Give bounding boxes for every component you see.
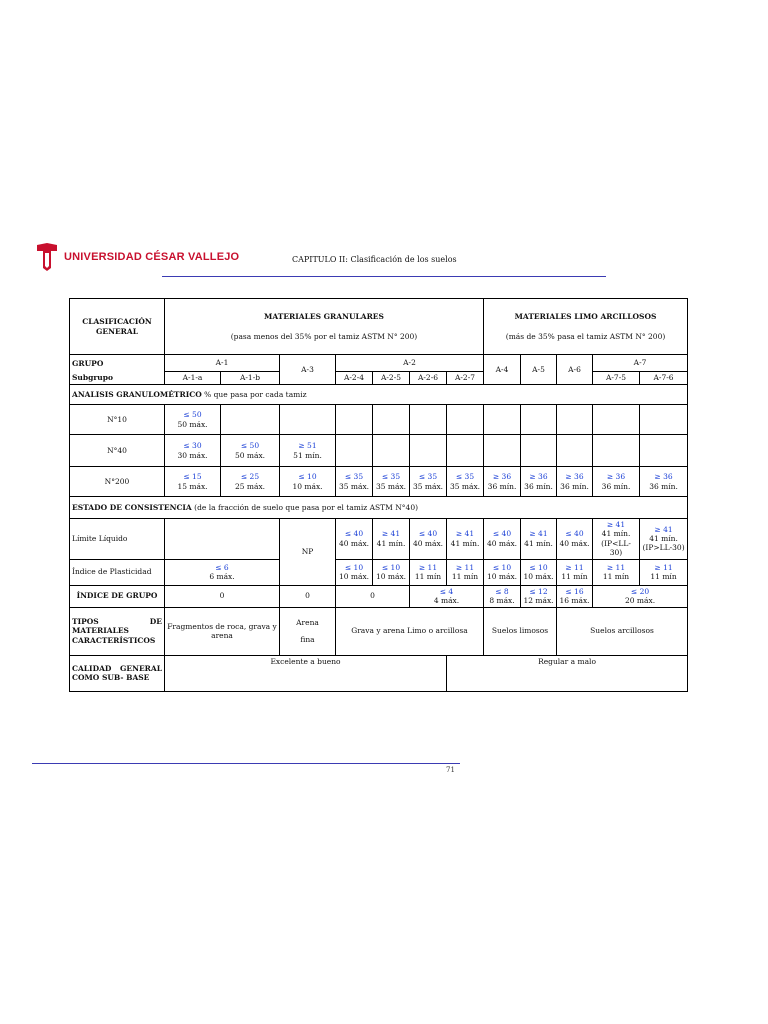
ip-a76: [640, 559, 688, 585]
n10-label: N°10: [70, 405, 165, 435]
university-logo: [36, 242, 239, 272]
ip-a1: [165, 559, 280, 585]
ig-a2-left: 0: [336, 585, 410, 607]
ip-label: Índice de Plasticidad: [70, 559, 165, 585]
val: 35 máx.: [338, 481, 370, 491]
ip-a26: [410, 559, 447, 585]
ll-a27: [447, 519, 484, 560]
grupo-label: GRUPO: [70, 355, 165, 372]
n40-a3: [280, 435, 336, 467]
val: 36 mín.: [649, 481, 678, 491]
tipos-caracteristicos: CARACTERÍSTICOS: [72, 635, 156, 645]
subgroup-a24: A-2-4: [336, 372, 373, 385]
val: 10 máx.: [292, 481, 323, 491]
tipos-row: [70, 607, 688, 655]
val: 11 mín: [602, 572, 630, 581]
ig-label: ÍNDICE DE GRUPO: [70, 585, 165, 607]
val: 36 mín.: [601, 481, 631, 491]
val: 41 mín.: [450, 538, 480, 548]
val: 10 máx.: [338, 572, 370, 581]
n40-row: [70, 435, 688, 467]
sym: ≤ 6: [215, 562, 229, 572]
sym: ≥ 41: [529, 529, 548, 539]
n200-a5: [521, 467, 557, 497]
clasificacion-header: CLASIFICACIÓN GENERAL: [70, 299, 165, 355]
sym: ≤ 10: [492, 562, 512, 572]
group-a6: A-6: [557, 355, 593, 385]
sym: ≥ 11: [455, 562, 475, 572]
sym: ≤ 15: [183, 472, 202, 482]
chapter-title: CAPITULO II: Clasificación de los suelos: [292, 255, 457, 264]
ip-row: [70, 559, 688, 585]
ll-a76: [640, 519, 688, 560]
n200-a24: [336, 467, 373, 497]
estado-rest: (de la fracción de suelo que pasa por el tamiz ASTM N°40): [191, 502, 419, 512]
group-a1: A-1: [165, 355, 280, 372]
sym: ≥ 11: [565, 562, 584, 572]
val: 35 máx.: [449, 481, 481, 491]
note: (IP<LL-30): [601, 538, 631, 558]
sym: ≤ 40: [344, 529, 364, 539]
val: 8 máx.: [489, 596, 515, 605]
val: 36 mín.: [487, 481, 517, 491]
ig-a6: [557, 585, 593, 607]
ig-a2-right: [410, 585, 484, 607]
val: 11 mín: [451, 572, 479, 581]
val: 11 mín: [414, 572, 442, 581]
val: 30 máx.: [177, 450, 208, 460]
val: 35 máx.: [375, 481, 407, 491]
sym: ≥ 41: [455, 529, 475, 539]
subgroup-a26: A-2-6: [410, 372, 447, 385]
val: 20 máx.: [624, 596, 656, 605]
sym: ≤ 20: [630, 586, 650, 596]
sym: ≥ 36: [606, 472, 626, 482]
group-a7: A-7: [593, 355, 688, 372]
ig-row: [70, 585, 688, 607]
calidad-label: [70, 655, 165, 691]
estado-row: [70, 497, 688, 519]
sym: ≤ 50: [183, 410, 202, 420]
group-a5: A-5: [521, 355, 557, 385]
n40-a1b: [221, 435, 280, 467]
ip-a75: [593, 559, 640, 585]
page-number: 71: [446, 766, 455, 774]
n200-label: N°200: [70, 467, 165, 497]
ip-a6: [557, 559, 593, 585]
sym: ≥ 36: [529, 472, 548, 482]
note: (IP>LL-30): [642, 543, 685, 553]
sym: ≥ 11: [418, 562, 438, 572]
val: 6 máx.: [209, 572, 235, 581]
n200-a3: [280, 467, 336, 497]
val: 10 máx.: [523, 572, 554, 581]
calidad-right: Regular a malo: [447, 655, 688, 691]
tipos-a3-line1: Arena: [296, 617, 319, 627]
val: 10 máx.: [375, 572, 407, 581]
tipos-materiales: MATERIALES: [72, 626, 129, 636]
subgroup-a27: A-2-7: [447, 372, 484, 385]
n40-a1a: [165, 435, 221, 467]
val: 40 máx.: [338, 538, 370, 548]
val: 35 máx.: [412, 481, 444, 491]
val: 40 máx.: [486, 538, 518, 548]
ig-a7: [593, 585, 688, 607]
ip-a5: [521, 559, 557, 585]
estado-bold: ESTADO DE CONSISTENCIA: [72, 502, 192, 512]
val: 51 mín.: [293, 450, 322, 460]
n200-a25: [373, 467, 410, 497]
ll-a25: [373, 519, 410, 560]
val: 15 máx.: [177, 481, 208, 491]
sym: ≤ 25: [240, 472, 260, 482]
limo-title: MATERIALES LIMO ARCILLOSOS: [514, 312, 657, 322]
ll-a26: [410, 519, 447, 560]
analisis-row: [70, 385, 688, 405]
sym: ≥ 51: [298, 441, 317, 451]
calidad-subbase: COMO SUB- BASE: [72, 673, 150, 682]
val: 41 mín.: [376, 538, 406, 548]
val: 41 mín.: [601, 529, 631, 539]
sym: ≤ 16: [565, 586, 584, 596]
ll-a5: [521, 519, 557, 560]
analisis-heading: [70, 385, 688, 405]
limo-header: [484, 299, 688, 355]
sym: ≤ 35: [455, 472, 475, 482]
sym: ≤ 10: [381, 562, 401, 572]
calidad-row: [70, 655, 688, 691]
tipos-a3: [280, 607, 336, 655]
ip-a25: [373, 559, 410, 585]
n200-a6: [557, 467, 593, 497]
grupo-row: [70, 355, 688, 372]
group-a4: A-4: [484, 355, 521, 385]
subgrupo-row: [70, 372, 688, 385]
val: 40 máx.: [412, 538, 444, 548]
np-cell: NP: [280, 519, 336, 586]
logo-text: UNIVERSIDAD CÉSAR VALLEJO: [64, 251, 240, 263]
tipos-word: TIPOS: [72, 616, 99, 626]
n10-row: [70, 405, 688, 435]
val: 40 máx.: [559, 538, 590, 548]
n200-a4: [484, 467, 521, 497]
sym: ≤ 40: [418, 529, 438, 539]
subgroup-a76: A-7-6: [640, 372, 688, 385]
val: 36 mín.: [524, 481, 553, 491]
tipos-de: DE: [149, 616, 162, 626]
granulares-header: [165, 299, 484, 355]
subgrupo-label: Subgrupo: [70, 372, 165, 385]
n40-label: N°40: [70, 435, 165, 467]
sym: ≥ 41: [606, 520, 626, 529]
analisis-rest: % que pasa por cada tamiz: [201, 389, 307, 399]
tipos-a67: Suelos arcillosos: [557, 607, 688, 655]
val: 12 máx.: [523, 596, 554, 605]
sym: ≥ 36: [654, 472, 673, 482]
ig-a4: [484, 585, 521, 607]
sym: ≤ 10: [298, 472, 317, 482]
ll-row: [70, 519, 688, 560]
val: 50 máx.: [234, 450, 266, 460]
n200-row: [70, 467, 688, 497]
tipos-label: [70, 607, 165, 655]
subgroup-a75: A-7-5: [593, 372, 640, 385]
sym: ≤ 40: [565, 529, 584, 539]
ip-a4: [484, 559, 521, 585]
val: 25 máx.: [234, 481, 266, 491]
val: 4 máx.: [433, 596, 460, 605]
n200-a1b: [221, 467, 280, 497]
sym: ≥ 41: [381, 529, 401, 539]
calidad-word: CALIDAD: [72, 663, 112, 673]
sym: ≤ 12: [529, 586, 548, 596]
granulares-subtitle: (pasa menos del 35% por el tamiz ASTM N° 200): [230, 331, 418, 341]
group-a3: A-3: [280, 355, 336, 385]
sym: ≥ 11: [606, 562, 626, 572]
sym: ≤ 35: [381, 472, 401, 482]
tipos-a1: Fragmentos de roca, grava y arena: [165, 607, 280, 655]
val: 50 máx.: [177, 419, 208, 429]
val: 36 mín.: [560, 481, 589, 491]
n10-a1a: [165, 405, 221, 435]
val: 41 mín.: [524, 538, 553, 548]
ig-a5: [521, 585, 557, 607]
estado-heading: [70, 497, 688, 519]
val: 11 mín: [650, 572, 677, 581]
sym: ≤ 4: [439, 586, 454, 596]
sym: ≤ 40: [492, 529, 512, 539]
tipos-a3-line2: fina: [300, 635, 315, 644]
ig-a3: 0: [280, 585, 336, 607]
sym: ≥ 36: [565, 472, 584, 482]
footer-rule: [32, 763, 460, 764]
sym: ≤ 8: [495, 586, 509, 596]
header-rule: [162, 276, 606, 277]
sym: ≤ 30: [183, 441, 202, 451]
aashto-classification-table: [69, 298, 688, 692]
ll-a4: [484, 519, 521, 560]
n200-a27: [447, 467, 484, 497]
ll-a24: [336, 519, 373, 560]
n200-a26: [410, 467, 447, 497]
subgroup-a1b: A-1-b: [221, 372, 280, 385]
val: 41 mín.: [649, 534, 678, 544]
sym: ≤ 10: [529, 562, 548, 572]
granulares-title: MATERIALES GRANULARES: [264, 312, 384, 322]
sym: ≤ 10: [344, 562, 364, 572]
val: 16 máx.: [559, 596, 590, 605]
subgroup-a1a: A-1-a: [165, 372, 221, 385]
header-row: [70, 299, 688, 355]
val: 11 mín: [561, 572, 588, 581]
calidad-general: GENERAL: [119, 663, 162, 673]
ip-a27: [447, 559, 484, 585]
ig-a1: 0: [165, 585, 280, 607]
val: 10 máx.: [486, 572, 518, 581]
ip-a24: [336, 559, 373, 585]
n200-a1a: [165, 467, 221, 497]
calidad-left: Excelente a bueno: [165, 655, 447, 691]
sym: ≤ 35: [344, 472, 364, 482]
n200-a75: [593, 467, 640, 497]
sym: ≥ 11: [654, 562, 673, 572]
sym: ≤ 50: [240, 441, 260, 451]
limo-subtitle: (más de 35% pasa el tamiz ASTM N° 200): [505, 331, 666, 341]
sym: ≤ 35: [418, 472, 438, 482]
n200-a76: [640, 467, 688, 497]
ucv-emblem-icon: [36, 242, 58, 272]
tipos-a45: Suelos limosos: [484, 607, 557, 655]
analisis-bold: ANALISIS GRANULOMÉTRICO: [72, 389, 202, 399]
group-a2: A-2: [336, 355, 484, 372]
sym: ≥ 36: [492, 472, 512, 482]
tipos-a2: Grava y arena Limo o arcillosa: [336, 607, 484, 655]
ll-a75: [593, 519, 640, 560]
ll-a6: [557, 519, 593, 560]
sym: ≥ 41: [654, 524, 673, 534]
subgroup-a25: A-2-5: [373, 372, 410, 385]
ll-label: Límite Líquido: [70, 519, 165, 560]
